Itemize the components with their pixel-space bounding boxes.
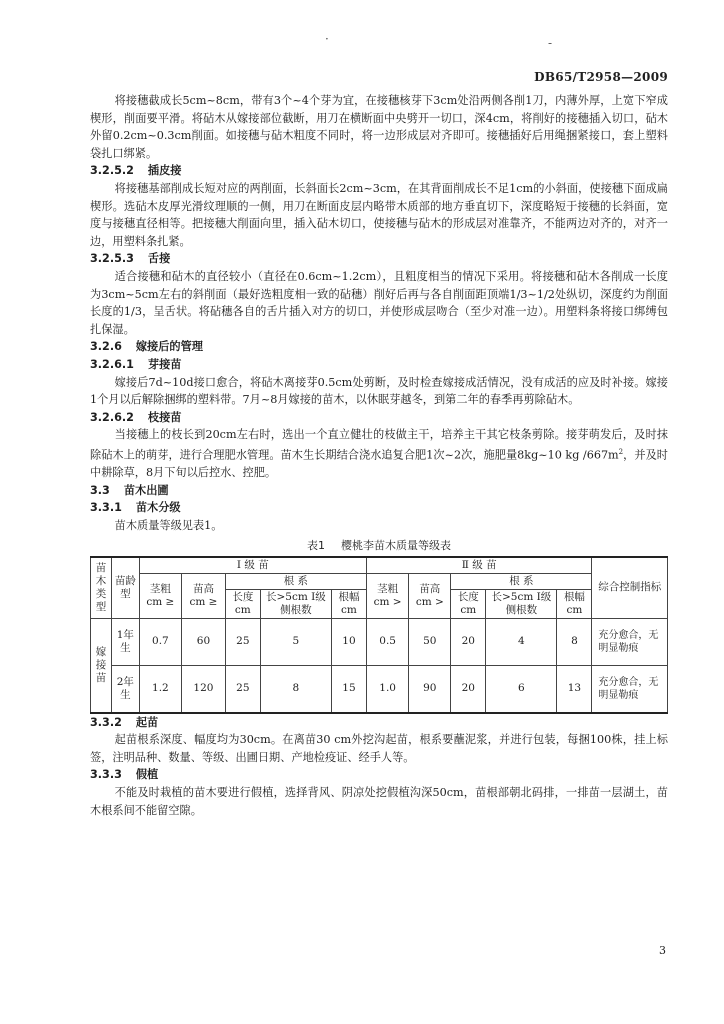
section-title: 假植 [135,768,159,782]
cell-g1-count: 5 [260,618,331,665]
table-header-row [91,557,668,574]
section-body: 苗木质量等级见表1。 [114,518,223,532]
header-g1-len: 长度 cm [225,589,260,618]
section-heading [90,499,668,517]
table-row [91,665,668,713]
scan-mark: · [325,32,329,46]
body-text: ，并及时中耕除草，8月下旬以后控水、控肥。 [90,448,668,480]
main-content [90,92,668,819]
section-body [90,426,668,482]
header-g2-len: 长度 cm [451,589,486,618]
section-title: 嫁接后的管理 [135,340,203,354]
cell-g1-len: 25 [225,665,260,713]
section-title: 插皮接 [147,164,182,178]
cell-type: 嫁接苗 [91,618,112,713]
header-g2-stem: 茎粗 cm > [366,573,408,618]
section-number: 3.3.1 [90,501,122,515]
cell-g1-stem: 0.7 [139,618,181,665]
section-body: 起苗根系深度、幅度均为30cm。在离苗30 cm外挖沟起苗，根系要蘸泥浆，并进行包装，每捆100株，挂上标签，注明品种、数量、等级、出圃日期、产地检疫证、经手人等。 [90,733,668,764]
table-number: 表1 [307,538,325,552]
page-number: 3 [659,944,666,957]
header-type: 苗木类型 [91,557,112,619]
cell-g2-len: 20 [451,665,486,713]
section-number: 3.3.2 [90,715,122,729]
header-g2-roots: 根 系 [451,573,592,589]
cell-g2-width: 8 [557,618,592,665]
cell-g2-height: 90 [409,665,451,713]
section-heading [90,409,668,427]
header-g2-width: 根幅 cm [557,589,592,618]
cell-g1-width: 15 [331,665,366,713]
header-g2-height: 苗高 cm > [409,573,451,618]
scan-mark: - [548,36,553,50]
cell-g1-height: 60 [182,618,226,665]
section-title: 苗木分级 [135,501,181,515]
cell-g2-width: 13 [557,665,592,713]
section-heading [90,356,668,374]
standard-number: DB65/T2958—2009 [534,70,668,84]
cell-age: 2年生 [112,665,140,713]
table-row [91,618,668,665]
header-g1-roots: 根 系 [225,573,366,589]
section-body: 将接穗基部削成长短对应的两削面，长斜面长2cm~3cm，在其背面削成长不足1cm的小斜面，使接穗下面成扁楔形。选砧木皮厚光滑纹理顺的一侧，用刀在断面皮层内略带木质部的地方垂直切下，深度略短于接穗的长斜面，宽度与接穗直径相等。把接穗大削面向里，插入砧木切口，使接穗与砧木的形成层对准靠齐，不能两边对齐的，对齐一边，用塑料条扎紧。 [90,181,668,248]
section-heading [90,250,668,268]
section-number: 3.2.6.1 [90,357,134,371]
section-number: 3.2.5.3 [90,252,134,266]
table-header-row [91,573,668,589]
section-heading [90,338,668,356]
section-body: 不能及时栽植的苗木要进行假植，选择背风、阴凉处挖假植沟深50cm，苗根部朝北码排，一排苗一层湖土，苗木根系间不能留空隙。 [90,785,668,817]
cell-comp: 充分愈合，无明显勒痕 [592,665,668,713]
cell-g2-height: 50 [409,618,451,665]
header-age: 苗龄型 [112,557,140,619]
cell-age: 1年生 [112,618,140,665]
cell-g2-stem: 1.0 [366,665,408,713]
body-text: 当接穗上的枝长到20cm左右时，选出一个直立健壮的枝做主干，培养主干其它枝条剪除。接芽萌发后，及时抹除砧木上的萌芽，进行合理肥水管理。苗木生长期结合浇水追复合肥1次~2次，施肥量8kg~10 kg /667m [90,428,668,462]
cell-g1-count: 8 [260,665,331,713]
section-number: 3.3.3 [90,768,122,782]
cell-g1-len: 25 [225,618,260,665]
section-body: 嫁接后7d~10d接口愈合，将砧木离接芽0.5cm处剪断，及时检查嫁接成活情况，没有成活的应及时补接。嫁接1个月以后解除捆绑的塑料带。7月~8月嫁接的苗木，以休眠芽越冬，到第二年的春季再剪除砧木。 [90,375,668,407]
header-grade1: Ⅰ 级 苗 [139,557,366,574]
cell-comp: 充分愈合，无明显勒痕 [592,618,668,665]
cell-g2-len: 20 [451,618,486,665]
section-heading [90,162,668,180]
cell-g2-count: 4 [486,618,557,665]
header-g1-stem: 茎粗 cm ≥ [139,573,181,618]
section-title: 苗木出圃 [123,483,169,497]
section-title: 芽接苗 [147,357,182,371]
header-g1-height: 苗高 cm ≥ [182,573,226,618]
header-grade2: Ⅱ 级 苗 [366,557,591,574]
cell-g2-stem: 0.5 [366,618,408,665]
intro-paragraph: 将接穗截成长5cm~8cm，带有3个~4个芽为宜，在接穗核芽下3cm处沿两侧各削1刀，内薄外厚，上宽下窄成楔形，削面要平滑。将砧木从嫁接部位截断，用刀在横断面中央劈开一切口，深4cm，将削好的接穗插入切口，砧木外留0.2cm~0.3cm削面。如接穗与砧木粗度不同时，将一边形成层对齐即可。接穗插好后用绳捆紧接口，套上塑料袋扎口绑紧。 [90,94,668,160]
section-heading [90,482,668,500]
header-comp: 综合控制指标 [592,557,668,619]
cell-g1-height: 120 [182,665,226,713]
section-heading [90,714,668,732]
section-number: 3.2.6.2 [90,410,134,424]
section-number: 3.2.5.2 [90,164,134,178]
cell-g1-width: 10 [331,618,366,665]
section-number: 3.3 [90,483,110,497]
section-title: 起苗 [135,715,159,729]
cell-g1-stem: 1.2 [139,665,181,713]
cell-g2-count: 6 [486,665,557,713]
superscript: 2 [618,447,624,456]
section-title: 舌接 [147,252,171,266]
section-body: 适合接穗和砧木的直径较小（直径在0.6cm~1.2cm），且粗度相当的情况下采用。将接穗和砧木各削成一长度为3cm~5cm左右的斜削面（最好选粗度相一致的砧穗）削好后再与各自削面距顶端1/3~1/2处纵切，深度约为削面长度的1/3，呈舌状。将砧穗各自的舌片插入对方的切口，并使形成层吻合（至少对准一边）。用塑料条将接口绑缚包扎保湿。 [90,269,668,336]
section-title: 枝接苗 [147,410,182,424]
header-g1-width: 根幅 cm [331,589,366,618]
table-title: 樱桃李苗木质量等级表 [341,538,451,552]
header-g1-count: 长>5cm Ⅰ级侧根数 [260,589,331,618]
table-caption [90,537,668,553]
grade-table [90,556,668,714]
header-g2-count: 长>5cm Ⅰ级侧根数 [486,589,557,618]
section-heading [90,766,668,784]
section-number: 3.2.6 [90,340,122,354]
